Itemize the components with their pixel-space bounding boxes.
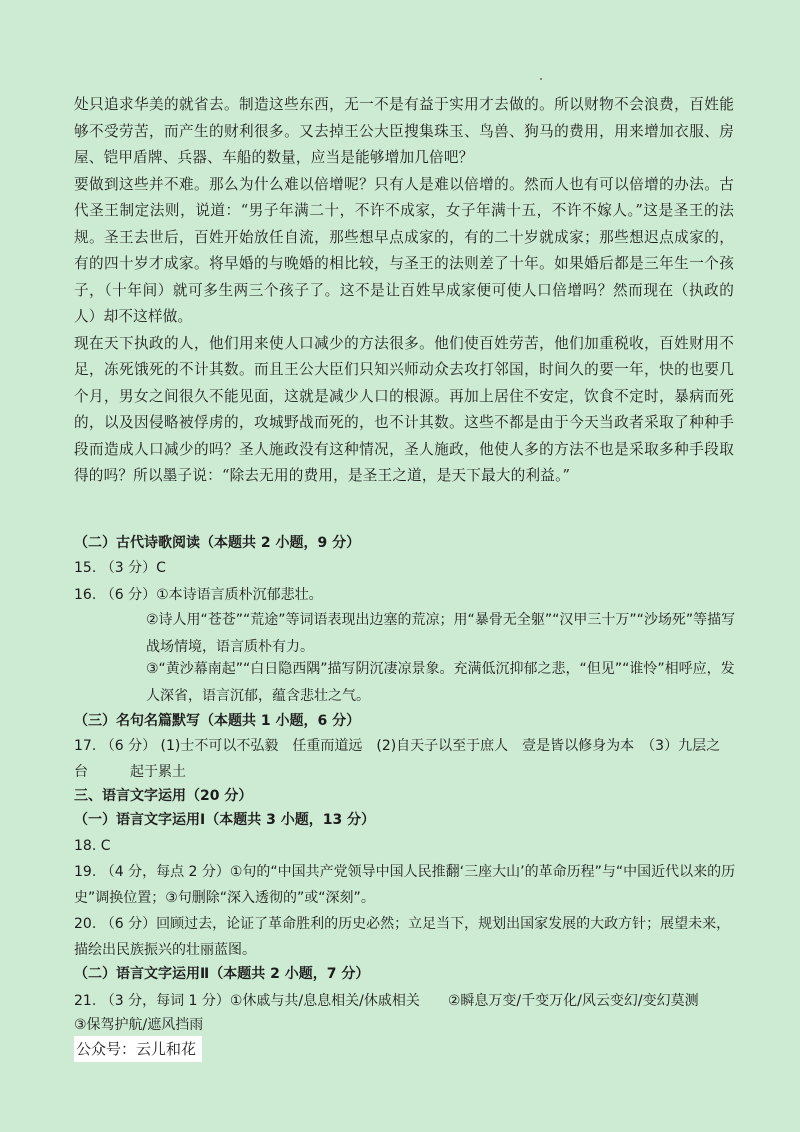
translation-prose xyxy=(74,92,734,490)
answer-18: 18. C xyxy=(74,838,111,854)
part-three-title: 三、语言文字运用（20 分） xyxy=(74,788,253,804)
answer-16-point-2: ②诗人用“苍苍”“荒途”等词语表现出边塞的荒凉；用“暴骨无全躯”“汉甲三十万”“沙场死”等描写战场情境，语言质朴有力。 xyxy=(146,612,736,655)
watermark-label: 公众号：云儿和花 xyxy=(74,1036,202,1062)
poetry-section-title: （二）古代诗歌阅读（本题共 2 小题，9 分） xyxy=(74,535,361,551)
dictation-section-title: （三）名句名篇默写（本题共 1 小题，6 分） xyxy=(74,713,361,729)
answer-17-line-1: 17. （6 分） (1)士不可以不弘毅 任重而道远 (2)自天子以至于庶人 壹是皆以修身为本 （3）九层之 xyxy=(74,738,721,754)
language-use-2-title: （二）语言文字运用Ⅱ（本题共 2 小题，7 分） xyxy=(74,966,370,982)
answer-21-line-2: ③保驾护航/遮风挡雨 xyxy=(74,1017,204,1033)
answer-16-head: 16. （6 分）①本诗语言质朴沉郁悲壮。 xyxy=(74,587,323,603)
prose-paragraph-3: 现在天下执政的人，他们用来使人口减少的方法很多。他们使百姓劳苦，他们加重税收，百姓财用不足，冻死饿死的不计其数。而且王公大臣们只知兴师动众去攻打邻国，时间久的要一年，快的也要几个月，男女之间很久不能见面，这就是减少人口的根源。再加上居住不安定，饮食不定时，暴病而死的，以及因侵略被俘虏的，攻城野战而死的，也不计其数。这些不都是由于今天当政者采取了种种手段而造成人口减少的吗？圣人施政没有这种情况，圣人施政，他使人多的方法不也是采取多种手段取得的吗？所以墨子说：“除去无用的费用，是圣王之道，是天下最大的利益。” xyxy=(74,334,734,484)
answer-15: 15. （3 分）C xyxy=(74,560,166,576)
prose-paragraph-1: 处只追求华美的就省去。制造这些东西，无一不是有益于实用才去做的。所以财物不会浪费，百姓能够不受劳苦，而产生的财利很多。又去掉王公大臣搜集珠玉、鸟兽、狗马的费用，用来增加衣服、房屋、铠甲盾牌、兵器、车船的数量，应当是能够增加几倍吧？ xyxy=(74,96,734,166)
answer-19: 19. （4 分，每点 2 分）①句的“中国共产党领导中国人民推翻‘三座大山’的革命历程”与“中国近代以来的历史”调换位置；③句删除“深入透彻的”或“深刻”。 xyxy=(74,864,736,906)
answer-16-point-3: ③“黄沙幕南起”“白日隐西隅”描写阴沉凄凉景象。充满低沉抑郁之悲，“但见”“谁怜”相呼应，发人深省，语言沉郁，蕴含悲壮之气。 xyxy=(146,661,735,704)
prose-paragraph-2: 要做到这些并不难。那么为什么难以倍增呢？只有人是难以倍增的。然而人也有可以倍增的办法。古代圣王制定法则，说道：“男子年满二十，不许不成家，女子年满十五，不许不嫁人。”这是圣王的法规。圣王去世后，百姓开始放任自流，那些想早点成家的，有的二十岁就成家；那些想迟点成家的，有的四十岁才成家。将早婚的与晚婚的相比较，与圣王的法则差了十年。如果婚后都是三年生一个孩子，（十年间）就可多生两三个孩子了。这不是让百姓早成家便可使人口倍增吗？然而现在（执政的人）却不这样做。 xyxy=(74,175,734,325)
answer-17-line-2: 台 起于累土 xyxy=(74,764,186,780)
stray-dot xyxy=(540,78,542,80)
answer-21-line-1: 21. （3 分，每词 1 分）①休戚与共/息息相关/休戚相关 ②瞬息万变/千变万化/风云变幻/变幻莫测 xyxy=(74,993,699,1009)
language-use-1-title: （一）语言文字运用Ⅰ（本题共 3 小题，13 分） xyxy=(74,812,376,828)
answer-20: 20. （6 分）回顾过去，论证了革命胜利的历史必然；立足当下，规划出国家发展的大政方针；展望未来，描绘出民族振兴的壮丽蓝图。 xyxy=(74,916,731,958)
